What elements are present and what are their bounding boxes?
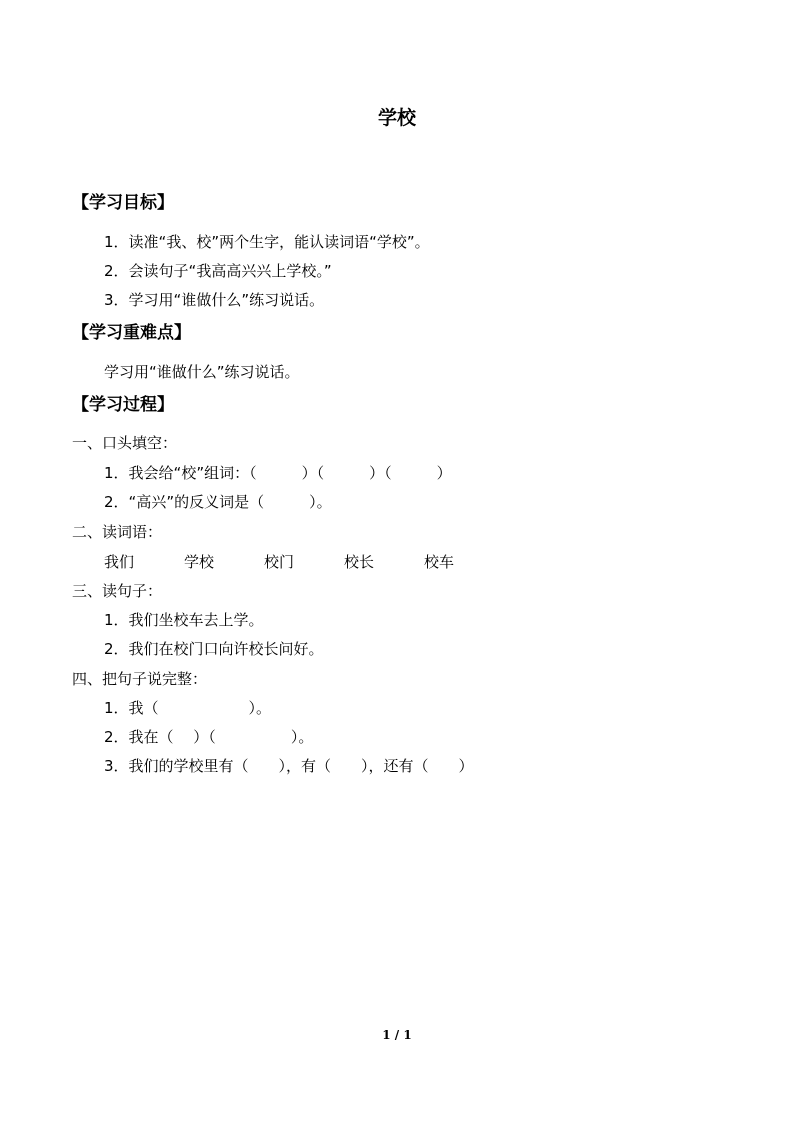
part3-item-1: 1．我们坐校车去上学。 bbox=[104, 611, 264, 629]
part4-label: 四、把句子说完整： bbox=[72, 670, 208, 688]
part4-item-3: 3．我们的学校里有（ ），有（ ），还有（ ） bbox=[104, 757, 474, 775]
page-title: 学校 bbox=[377, 107, 416, 129]
word-item: 校车 bbox=[424, 553, 455, 571]
part3-label: 三、读句子： bbox=[72, 582, 163, 600]
part4-item-2: 2．我在（ ）（ ）。 bbox=[104, 728, 314, 746]
objective-item-1: 1．读准“我、校”两个生字，能认读词语“学校”。 bbox=[104, 233, 430, 251]
part2-label: 二、读词语： bbox=[72, 523, 163, 541]
key-points-heading: 【学习重难点】 bbox=[72, 323, 191, 343]
key-points-text: 学习用“谁做什么”练习说话。 bbox=[104, 363, 300, 381]
page-number: 1 / 1 bbox=[382, 1028, 412, 1042]
objectives-heading: 【学习目标】 bbox=[72, 193, 174, 213]
part1-item-2: 2．“高兴”的反义词是（ ）。 bbox=[104, 493, 332, 511]
word-item: 我们 bbox=[104, 553, 135, 571]
part3-item-2: 2．我们在校门口向许校长问好。 bbox=[104, 640, 324, 658]
word-list bbox=[104, 551, 504, 573]
process-heading: 【学习过程】 bbox=[72, 395, 174, 415]
word-item: 校长 bbox=[344, 553, 375, 571]
part1-label: 一、口头填空： bbox=[72, 434, 178, 452]
part1-item-1: 1．我会给“校”组词：（ ）（ ）（ ） bbox=[104, 464, 452, 482]
part4-item-1: 1．我（ ）。 bbox=[104, 699, 272, 717]
objective-item-2: 2．会读句子“我高高兴兴上学校。” bbox=[104, 262, 332, 280]
word-item: 学校 bbox=[184, 553, 215, 571]
objective-item-3: 3．学习用“谁做什么”练习说话。 bbox=[104, 291, 325, 309]
word-item: 校门 bbox=[264, 553, 295, 571]
